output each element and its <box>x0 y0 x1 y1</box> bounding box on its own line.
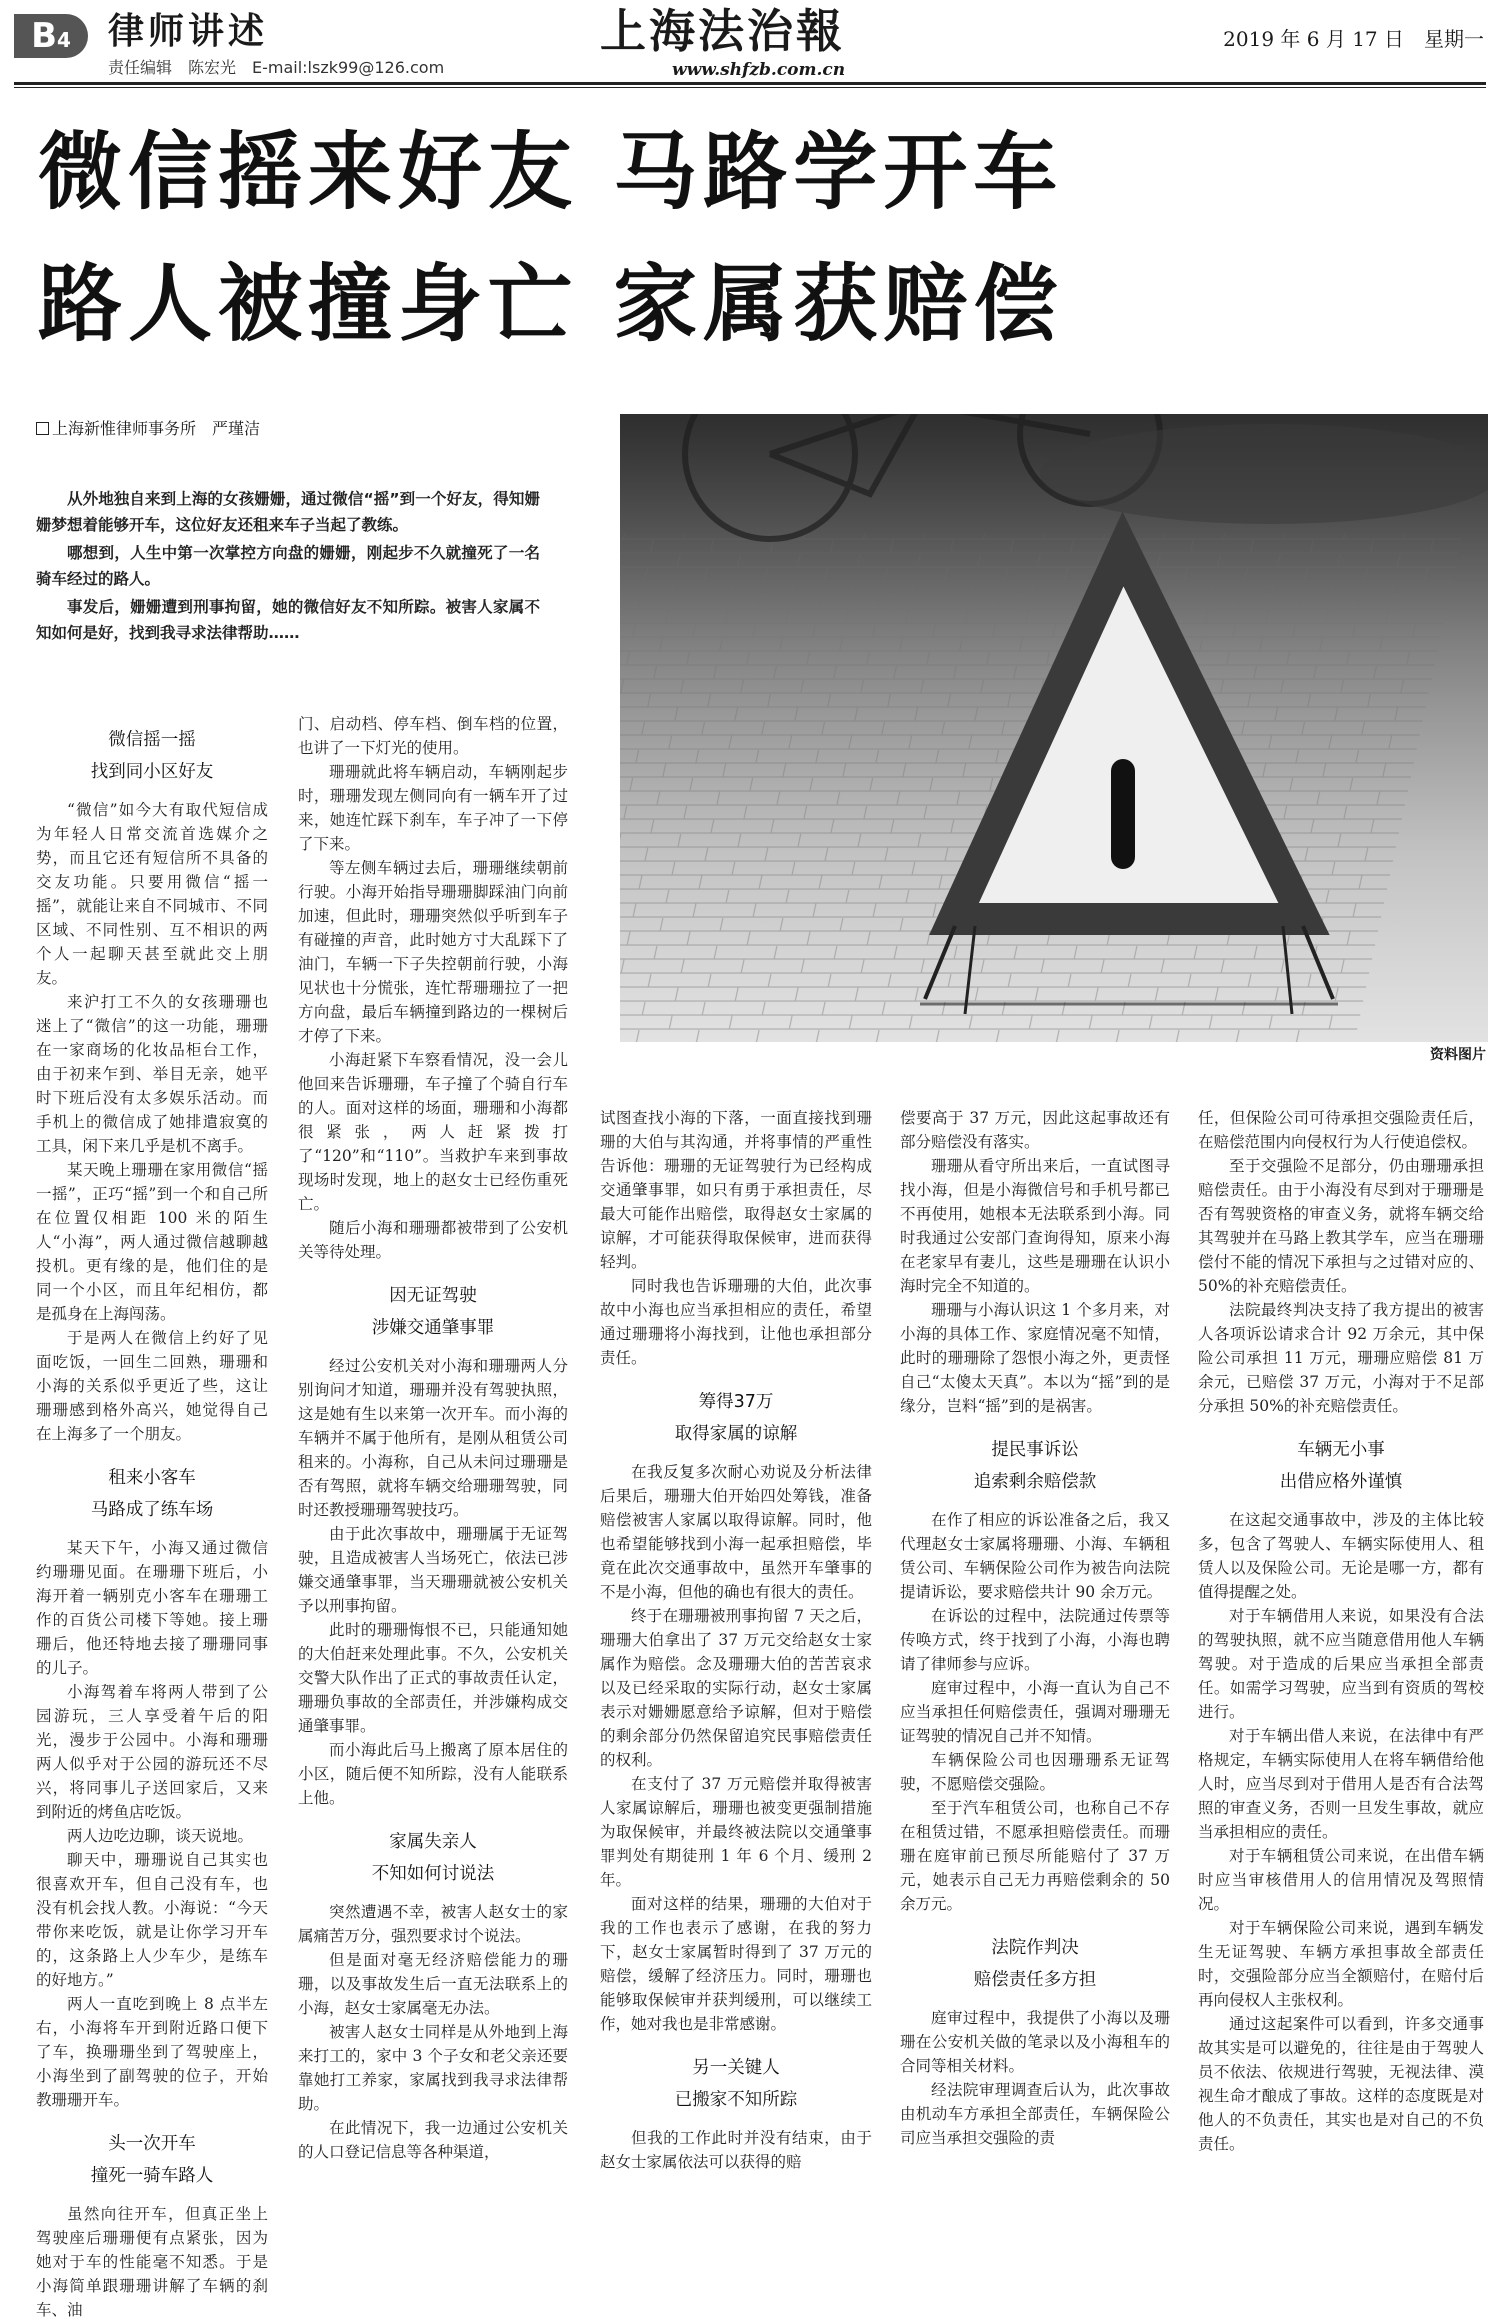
body-paragraph: 至于交强险不足部分，仍由珊珊承担赔偿责任。由于小海没有尽到对于珊珊是否有驾驶资格的审查义务，就将车辆交给其驾驶并在马路上教其学车，应当在珊珊偿付不能的情况下承担与之过错对应的、50%的补充赔偿责任。 <box>1198 1157 1484 1295</box>
section-heading: 头一次开车 撞死一骑车路人 <box>90 2134 214 2186</box>
body-paragraph: 被害人赵女士同样是从外地到上海来打工的，家中 3 个子女和老父亲还要靠她打工养家，家属找到我寻求法律帮助。 <box>298 2023 568 2113</box>
body-paragraph: 面对这样的结果，珊珊的大伯对于我的工作也表示了感谢，在我的努力下，赵女士家属暂时得到了 37 万元的赔偿，缓解了经济压力。同时，珊珊也能够取保候审并获判缓刑，可以继续工作，她对我也是非常感谢。 <box>600 1895 872 2033</box>
body-paragraph: 此时的珊珊悔恨不已，只能通知她的大伯赶来处理此事。不久，公安机关交警大队作出了正式的事故责任认定，珊珊负事故的全部责任，并涉嫌构成交通肇事罪。 <box>298 1621 568 1735</box>
body-paragraph: 但我的工作此时并没有结束，由于赵女士家属依法可以获得的赔 <box>600 2129 872 2171</box>
body-paragraph: 小海驾着车将两人带到了公园游玩，三人享受着午后的阳光，漫步于公园中。小海和珊珊两人似乎对于公园的游玩还不尽兴，将同事儿子送回家后，又来到附近的烤鱼店吃饭。 <box>36 1683 268 1821</box>
page-number-badge: B4 <box>14 14 88 58</box>
body-paragraph: 虽然向往开车，但真正坐上驾驶座后珊珊便有点紧张，因为她对于车的性能毫不知悉。于是小海简单跟珊珊讲解了车辆的刹车、油 <box>36 2205 268 2319</box>
body-paragraph: 法院最终判决支持了我方提出的被害人各项诉讼请求合计 92 万余元，其中保险公司承担 11 万元，珊珊应赔偿 81 万余元，已赔偿 37 万元，小海对于不足部分承担 50%的补充赔偿责任。 <box>1198 1301 1484 1415</box>
body-paragraph: 聊天中，珊珊说自己其实也很喜欢开车，但自己没有车，也没有机会找人教。小海说：“今天带你来吃饭，就是让你学习开车的，这条路上人少车少，是练车的好地方。” <box>36 1851 268 1989</box>
lead-paragraph: 从外地独自来到上海的女孩姗姗，通过微信“摇”到一个好友，得知姗姗梦想着能够开车，这位好友还租来车子当起了教练。 <box>36 490 540 534</box>
body-paragraph: 对于车辆租赁公司来说，在出借车辆时应当审核借用人的信用情况及驾照情况。 <box>1198 1847 1484 1913</box>
section-heading: 筹得37万 取得家属的谅解 <box>674 1392 798 1444</box>
section-heading: 租来小客车 马路成了练车场 <box>90 1468 214 1520</box>
section-heading: 因无证驾驶 涉嫌交通肇事罪 <box>371 1286 495 1338</box>
byline: 上海新惟律师事务所 严瑾洁 <box>36 418 260 440</box>
body-paragraph: 而小海此后马上搬离了原本居住的小区，随后便不知所踪，没有人能联系上他。 <box>298 1741 568 1807</box>
body-paragraph: 由于此次事故中，珊珊属于无证驾驶，且造成被害人当场死亡，依法已涉嫌交通肇事罪，当天珊珊就被公安机关予以刑事拘留。 <box>298 1525 568 1615</box>
warning-triangle-photo <box>620 414 1488 1042</box>
column-name: 律师讲述 <box>108 11 269 52</box>
body-paragraph: 试图查找小海的下落，一面直接找到珊珊的大伯与其沟通，并将事情的严重性告诉他：珊珊的无证驾驶行为已经构成交通肇事罪，如只有勇于承担责任，尽最大可能作出赔偿，取得赵女士家属的谅解，才可能获得取保候审，进而获得轻判。 <box>600 1109 872 1271</box>
article-column-1 <box>36 712 268 2322</box>
section-heading: 家属失亲人 不知如何讨说法 <box>371 1832 495 1884</box>
photo-caption: 资料图片 <box>1430 1047 1486 1063</box>
body-paragraph: “微信”如今大有取代短信成为年轻人日常交流首选媒介之势，而且它还有短信所不具备的交友功能。只要用微信“摇一摇”，就能让来自不同城市、不同区域、不同性别、互不相识的两个人一起聊天甚至就此交上朋友。 <box>36 801 268 987</box>
body-paragraph: 终于在珊珊被刑事拘留 7 天之后，珊珊大伯拿出了 37 万元交给赵女士家属作为赔偿。念及珊珊大伯的苦苦哀求以及已经采取的实际行动，赵女士家属表示对姗姗愿意给予谅解，但对于赔偿的剩余部分仍然保留追究民事赔偿责任的权利。 <box>600 1607 872 1769</box>
article-column-2 <box>298 712 568 2164</box>
body-paragraph: 两人边吃边聊，谈天说地。 <box>67 1827 254 1845</box>
body-paragraph: 门、启动档、停车档、倒车档的位置，也讲了一下灯光的使用。 <box>298 715 568 757</box>
body-paragraph: 珊珊就此将车辆启动，车辆刚起步时，珊珊发现左侧同向有一辆车开了过来，她连忙踩下刹车，车子冲了一下停了下来。 <box>298 763 568 853</box>
body-paragraph: 庭审过程中，我提供了小海以及珊珊在公安机关做的笔录以及小海租车的合同等相关材料。 <box>900 2009 1170 2075</box>
body-paragraph: 小海赶紧下车察看情况，没一会儿他回来告诉珊珊，车子撞了个骑自行车的人。面对这样的场面，珊珊和小海都很紧张，两人赶紧拨打了“120”和“110”。当救护车来到事故现场时发现，地上的赵女士已经伤重死亡。 <box>298 1051 568 1213</box>
body-paragraph: 某天晚上珊珊在家用微信“摇一摇”，正巧“摇”到一个和自己所在位置仅相距 100 米的陌生人“小海”，两人通过微信越聊越投机。更有缘的是，他们住的是同一个小区，而且年纪相仿，都是孤身在上海闯荡。 <box>36 1161 268 1323</box>
body-paragraph: 对于车辆出借人来说，在法律中有严格规定，车辆实际使用人在将车辆借给他人时，应当尽到对于借用人是否有合法驾照的审查义务，否则一旦发生事故，就应当承担相应的责任。 <box>1198 1727 1484 1841</box>
body-paragraph: 于是两人在微信上约好了见面吃饭，一回生二回熟，珊珊和小海的关系似乎更近了些，这让珊珊感到格外高兴，她觉得自己在上海多了一个朋友。 <box>36 1329 268 1443</box>
headline-line-2: 路人被撞身亡 家属获赔偿 <box>38 255 1064 353</box>
body-paragraph: 在支付了 37 万元赔偿并取得被害人家属谅解后，珊珊也被变更强制措施为取保候审，并最终被法院以交通肇事罪判处有期徒刑 1 年 6 个月、缓刑 2 年。 <box>600 1775 872 1889</box>
body-paragraph: 在诉讼的过程中，法院通过传票等传唤方式，终于找到了小海，小海也聘请了律师参与应诉。 <box>900 1607 1170 1673</box>
section-heading: 车辆无小事 出借应格外谨慎 <box>1279 1440 1403 1492</box>
lead-paragraph: 哪想到，人生中第一次掌控方向盘的姗姗，刚起步不久就撞死了一名骑车经过的路人。 <box>36 544 540 588</box>
editor-info: 责任编辑 陈宏光 E-mail:lszk99@126.com <box>108 58 445 77</box>
body-paragraph: 通过这起案件可以看到，许多交通事故其实是可以避免的，往往是由于驾驶人员不依法、依规进行驾驶，无视法律、漠视生命才酿成了事故。这样的态度既是对他人的不负责任，其实也是对自己的不负责任。 <box>1198 2015 1484 2153</box>
body-paragraph: 车辆保险公司也因珊珊系无证驾驶，不愿赔偿交强险。 <box>900 1751 1170 1793</box>
masthead-rule-thin <box>14 87 1486 88</box>
body-paragraph: 庭审过程中，小海一直认为自己不应当承担任何赔偿责任，强调对珊珊无证驾驶的情况自己并不知情。 <box>900 1679 1170 1745</box>
body-paragraph: 经法院审理调查后认为，此次事故由机动车方承担全部责任，车辆保险公司应当承担交强险的责 <box>900 2081 1170 2147</box>
body-paragraph: 来沪打工不久的女孩珊珊也迷上了“微信”的这一功能，珊珊在一家商场的化妆品柜台工作，由于初来乍到、举目无亲，她平时下班后没有太多娱乐活动。而手机上的微信成了她排遣寂寞的工具，闲下来几乎是机不离手。 <box>36 993 268 1155</box>
website-url: www.shfzb.com.cn <box>672 60 846 80</box>
issue-date: 2019 年 6 月 17 日 星期一 <box>1223 27 1484 51</box>
body-paragraph: 两人一直吃到晚上 8 点半左右，小海将车开到附近路口便下了车，换珊珊坐到了驾驶座上，小海坐到了副驾驶的位子，开始教珊珊开车。 <box>36 1995 268 2109</box>
section-heading: 提民事诉讼 追索剩余赔偿款 <box>973 1440 1097 1492</box>
body-paragraph: 但是面对毫无经济赔偿能力的珊珊，以及事故发生后一直无法联系上的小海，赵女士家属毫无办法。 <box>298 1951 568 2017</box>
body-paragraph: 珊珊与小海认识这 1 个多月来，对小海的具体工作、家庭情况毫不知情，此时的珊珊除了怨恨小海之外，更责怪自己“太傻太天真”。本以为“摇”到的是缘分，岂料“摇”到的是祸害。 <box>900 1301 1170 1415</box>
body-paragraph: 在作了相应的诉讼准备之后，我又代理赵女士家属将珊珊、小海、车辆租赁公司、车辆保险公司作为被告向法院提请诉讼，要求赔偿共计 90 余万元。 <box>900 1511 1170 1601</box>
section-heading: 法院作判决 赔偿责任多方担 <box>973 1938 1097 1990</box>
body-paragraph: 对于车辆借用人来说，如果没有合法的驾驶执照，就不应当随意借用他人车辆驾驶。对于造成的后果应当承担全部责任。如需学习驾驶，应当到有资质的驾校进行。 <box>1198 1607 1484 1721</box>
section-heading: 微信摇一摇 找到同小区好友 <box>90 730 214 782</box>
body-paragraph: 对于车辆保险公司来说，遇到车辆发生无证驾驶、车辆方承担事故全部责任时，交强险部分应当全额赔付，在赔付后再向侵权人主张权利。 <box>1198 1919 1484 2009</box>
body-paragraph: 在此情况下，我一边通过公安机关的人口登记信息等各种渠道， <box>298 2119 568 2161</box>
headline-line-1: 微信摇来好友 马路学开车 <box>38 123 1064 221</box>
body-paragraph: 某天下午，小海又通过微信约珊珊见面。在珊珊下班后，小海开着一辆别克小客车在珊珊工作的百货公司楼下等她。接上珊珊后，他还特地去接了珊珊同事的儿子。 <box>36 1539 268 1677</box>
body-paragraph: 任，但保险公司可待承担交强险责任后，在赔偿范围内向侵权行为人行使追偿权。 <box>1198 1109 1484 1151</box>
newspaper-logo: 上海法治報 <box>600 4 845 58</box>
body-paragraph: 珊珊从看守所出来后，一直试图寻找小海，但是小海微信号和手机号都已不再使用，她根本无法联系到小海。同时我通过公安部门查询得知，原来小海在老家早有妻儿，这些是珊珊在认识小海时完全不知道的。 <box>900 1157 1170 1295</box>
body-paragraph: 在我反复多次耐心劝说及分析法律后果后，珊珊大伯开始四处筹钱，准备赔偿被害人家属以取得谅解。同时，他也希望能够找到小海一起承担赔偿，毕竟在此次交通事故中，虽然开车肇事的不是小海，但他的确也有很大的责任。 <box>600 1463 872 1601</box>
body-paragraph: 至于汽车租赁公司，也称自己不存在租赁过错，不愿承担赔偿责任。而珊珊在庭审前已预尽所能赔付了 37 万元，她表示自己无力再赔偿剩余的 50 余万元。 <box>900 1799 1170 1913</box>
body-paragraph: 突然遭遇不幸，被害人赵女士的家属痛苦万分，强烈要求讨个说法。 <box>298 1903 568 1945</box>
lead-paragraph: 事发后，姗姗遭到刑事拘留，她的微信好友不知所踪。被害人家属不知如何是好，找到我寻求法律帮助…… <box>36 598 540 642</box>
article-column-5 <box>1198 1106 1484 2156</box>
body-paragraph: 等左侧车辆过去后，珊珊继续朝前行驶。小海开始指导珊珊脚踩油门向前加速，但此时，珊珊突然似乎听到车子有碰撞的声音，此时她方寸大乱踩下了油门，车辆一下子失控朝前行驶，小海见状也十分慌张，连忙帮珊珊拉了一把方向盘，最后车辆撞到路边的一棵树后才停了下来。 <box>298 859 568 1045</box>
body-paragraph: 经过公安机关对小海和珊珊两人分别询问才知道，珊珊并没有驾驶执照，这是她有生以来第一次开车。而小海的车辆并不属于他所有，是刚从租赁公司租来的。小海称，自己从未问过珊珊是否有驾照，就将车辆交给珊珊驾驶，同时还教授珊珊驾驶技巧。 <box>298 1357 568 1519</box>
article-column-4 <box>900 1106 1170 2150</box>
section-heading: 另一关键人 已搬家不知所踪 <box>674 2058 798 2110</box>
article-column-3 <box>600 1106 872 2174</box>
masthead-rule <box>14 82 1486 85</box>
lead-paragraphs <box>36 486 540 648</box>
warning-triangle-illustration <box>620 414 1488 1042</box>
body-paragraph: 同时我也告诉珊珊的大伯，此次事故中小海也应当承担相应的责任，希望通过珊珊将小海找到，让他也承担部分责任。 <box>600 1277 872 1367</box>
body-paragraph: 随后小海和珊珊都被带到了公安机关等待处理。 <box>298 1219 568 1261</box>
body-paragraph: 偿要高于 37 万元，因此这起事故还有部分赔偿没有落实。 <box>900 1109 1170 1151</box>
body-paragraph: 在这起交通事故中，涉及的主体比较多，包含了驾驶人、车辆实际使用人、租赁人以及保险公司。无论是哪一方，都有值得提醒之处。 <box>1198 1511 1484 1601</box>
